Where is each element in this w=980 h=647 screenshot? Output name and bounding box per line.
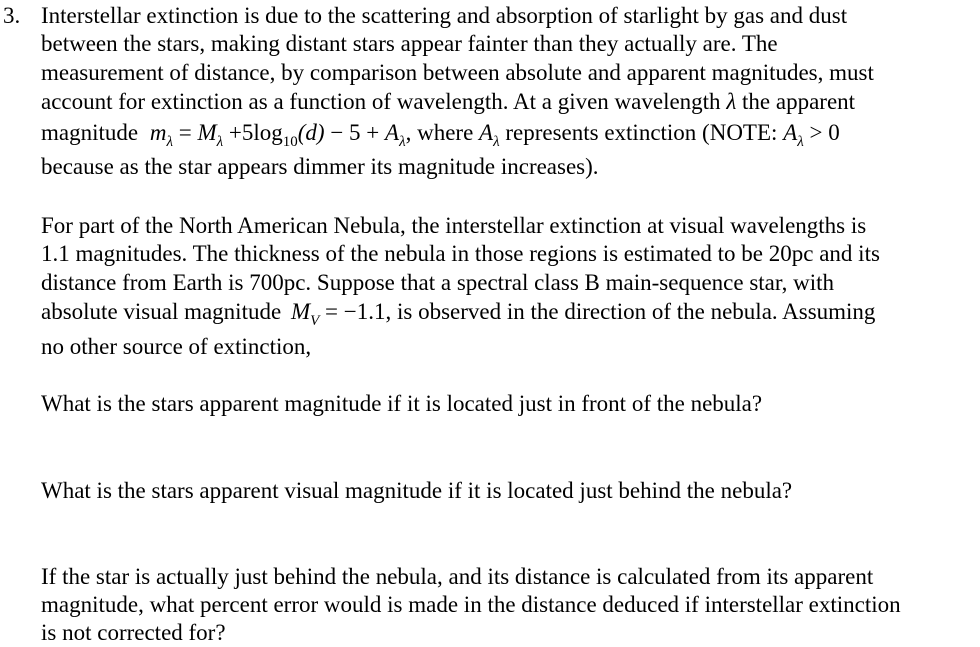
eq-minus5plus: − 5 + [330,120,380,145]
eq-plus5log: +5log [228,120,283,145]
para2-line-1: For part of the North American Nebula, the interstellar extinction at visual wavelengths is [41,213,867,238]
where-A: A [479,120,494,145]
para2-line-4 [41,298,875,329]
para2-line-4-prefix: absolute visual magnitude [41,299,282,324]
mv-M: M [290,299,311,324]
intro-line-4-text: account for extinction as a function of wavelength. At a given wavelength [41,89,721,114]
note-A: A [783,120,798,145]
para2-line-4-tail: , is observed in the direction of the nebula. Assuming [385,299,876,324]
eq-A-sub: λ [399,134,406,150]
eq-A: A [385,120,400,145]
line5-where: , where [405,120,474,145]
eq-d: (d) [297,120,325,145]
eq-m: m [149,120,167,145]
para2-line-5: no other source of extinction, [41,334,312,359]
intro-line-1: Interstellar extinction is due to the scattering and absorption of starlight by gas and dust [41,3,848,28]
question-1: What is the stars apparent magnitude if it is located just in front of the nebula? [41,391,763,416]
eq-equals: = [178,120,192,145]
lambda-symbol: λ [726,89,737,114]
note-end: > 0 [809,120,840,145]
eq-M: M [197,120,217,145]
eq-m-sub: λ [166,134,173,150]
para2-line-3: distance from Earth is 700pc. Suppose that a spectral class B main-sequence star, with [41,270,834,295]
eq-M-sub: λ [216,134,224,150]
para2-line-2: 1.1 magnitudes. The thickness of the nebula in those regions is estimated to be 20pc and its [41,241,880,266]
intro-line-2: between the stars, making distant stars appear fainter than they actually are. The [41,31,778,56]
intro-line-4-tail: the apparent [742,89,856,114]
line5-represents: represents extinction (NOTE: [505,120,778,145]
magnitude-equation-line [41,119,840,150]
mv-sub: V [310,313,320,329]
note-A-sub: λ [797,134,804,150]
line5-prefix: magnitude [41,120,139,145]
where-A-sub: λ [493,134,500,150]
intro-line-4 [41,88,855,116]
question-3-line-3: is not corrected for? [41,620,226,645]
question-3-line-2: magnitude, what percent error would is made in the distance deduced if interstellar extinction [41,592,901,617]
question-2: What is the stars apparent visual magnitude if it is located just behind the nebula? [41,478,793,503]
problem-number: 3. [3,3,21,28]
eq-log-sub: 10 [282,134,298,150]
intro-line-3: measurement of distance, by comparison between absolute and apparent magnitudes, must [41,60,874,85]
intro-line-6: because as the star appears dimmer its magnitude increases). [41,154,599,179]
mv-value: = −1.1 [325,299,386,324]
question-3-line-1: If the star is actually just behind the nebula, and its distance is calculated from its apparent [41,564,874,589]
